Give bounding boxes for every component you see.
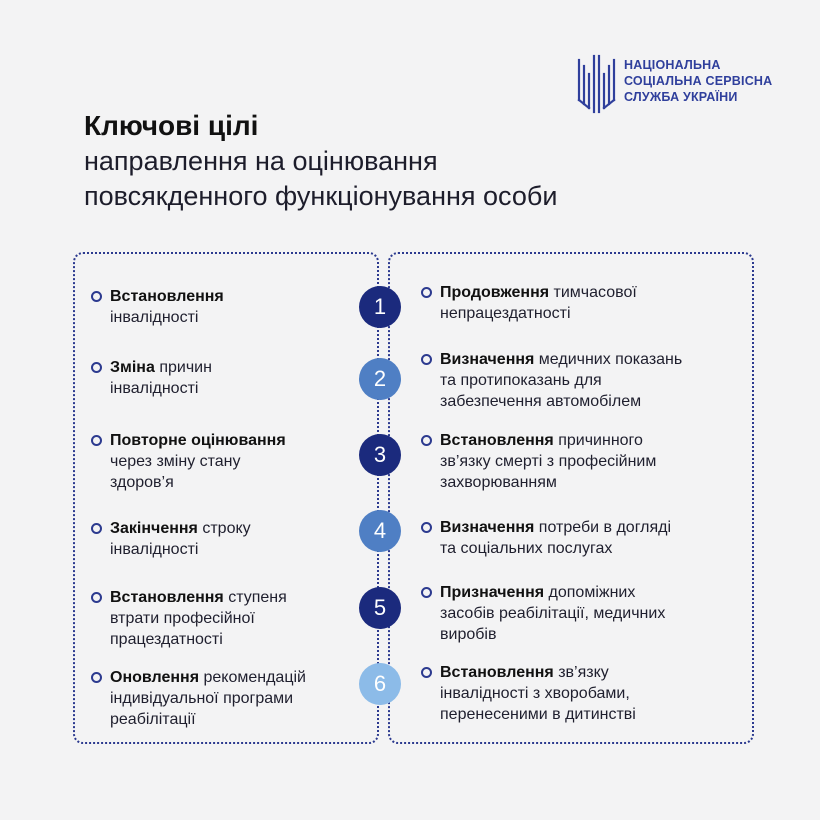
- item-line: інвалідності: [110, 541, 199, 558]
- item-rest: строку: [197, 520, 251, 537]
- item-line: інвалідності: [110, 309, 199, 326]
- item-line: реабілітації: [110, 711, 196, 728]
- item-line: забезпечення автомобілем: [440, 393, 642, 410]
- item-rest: медичних показань: [534, 351, 683, 368]
- page-title: [84, 108, 784, 214]
- item-rest: ступеня: [223, 589, 287, 606]
- item-line: та соціальних послугах: [440, 540, 613, 557]
- item-line: засобів реабілітації, медичних: [440, 605, 666, 622]
- logo-text: [624, 57, 772, 105]
- bullet-icon: [91, 291, 102, 302]
- bullet-icon: [421, 435, 432, 446]
- logo-line: СОЦІАЛЬНА СЕРВІСНА: [624, 74, 773, 88]
- bullet-icon: [421, 667, 432, 678]
- item-line: втрати професійної: [110, 610, 255, 627]
- item-line: через зміну стану: [110, 453, 241, 470]
- item-line: здоров’я: [110, 474, 174, 491]
- bullet-icon: [91, 435, 102, 446]
- step-4: 4: [359, 510, 401, 552]
- right-item-4: [440, 517, 745, 559]
- right-item-2: [440, 349, 745, 412]
- item-line: зв’язку смерті з професійним: [440, 453, 657, 470]
- item-bold: Зміна: [110, 359, 155, 376]
- item-line: та протипоказань для: [440, 372, 602, 389]
- item-line: працездатності: [110, 631, 223, 648]
- item-bold: Визначення: [440, 519, 535, 536]
- step-5: 5: [359, 587, 401, 629]
- step-3: 3: [359, 434, 401, 476]
- title-line-1: Ключові цілі: [84, 110, 259, 141]
- step-1: 1: [359, 286, 401, 328]
- bullet-icon: [421, 354, 432, 365]
- right-item-3: [440, 430, 745, 493]
- item-line: непрацездатності: [440, 305, 571, 322]
- item-line: перенесеними в дитинстві: [440, 706, 636, 723]
- item-bold: Повторне оцінювання: [110, 432, 286, 449]
- item-line: індивідуальної програми: [110, 690, 294, 707]
- right-item-1: [440, 282, 745, 324]
- logo-line: НАЦІОНАЛЬНА: [624, 58, 721, 72]
- item-line: виробів: [440, 626, 497, 643]
- left-item-3: [110, 430, 360, 493]
- logo-line: СЛУЖБА УКРАЇНИ: [624, 90, 738, 104]
- bullet-icon: [91, 672, 102, 683]
- right-item-5: [440, 582, 745, 645]
- left-item-2: [110, 357, 360, 399]
- bullet-icon: [91, 592, 102, 603]
- title-line-2: направлення на оцінювання: [84, 146, 438, 176]
- item-rest: тимчасової: [549, 284, 637, 301]
- right-item-6: [440, 662, 745, 725]
- logo: [576, 52, 786, 114]
- step-2: 2: [359, 358, 401, 400]
- item-bold: Призначення: [440, 584, 545, 601]
- item-bold: Встановлення: [110, 589, 224, 606]
- left-item-1: [110, 286, 360, 328]
- item-bold: Встановлення: [110, 288, 224, 305]
- item-bold: Визначення: [440, 351, 535, 368]
- bullet-icon: [421, 522, 432, 533]
- item-line: інвалідності: [110, 380, 199, 397]
- left-item-5: [110, 587, 360, 650]
- item-bold: Оновлення: [110, 669, 200, 686]
- trident-emblem-icon: [576, 52, 616, 114]
- bullet-icon: [91, 362, 102, 373]
- title-line-3: повсякденного функціонування особи: [84, 181, 558, 211]
- item-rest: причин: [154, 359, 212, 376]
- left-item-4: [110, 518, 360, 560]
- item-rest: потреби в догляді: [534, 519, 672, 536]
- item-rest: допоміжних: [544, 584, 636, 601]
- item-line: інвалідності з хворобами,: [440, 685, 630, 702]
- bullet-icon: [421, 587, 432, 598]
- item-rest: причинного: [553, 432, 643, 449]
- item-bold: Встановлення: [440, 664, 554, 681]
- step-6: 6: [359, 663, 401, 705]
- item-bold: Встановлення: [440, 432, 554, 449]
- bullet-icon: [91, 523, 102, 534]
- left-item-6: [110, 667, 360, 730]
- item-bold: Закінчення: [110, 520, 198, 537]
- item-bold: Продовження: [440, 284, 550, 301]
- item-line: захворюванням: [440, 474, 557, 491]
- item-rest: зв’язку: [553, 664, 609, 681]
- item-rest: рекомендацій: [199, 669, 306, 686]
- bullet-icon: [421, 287, 432, 298]
